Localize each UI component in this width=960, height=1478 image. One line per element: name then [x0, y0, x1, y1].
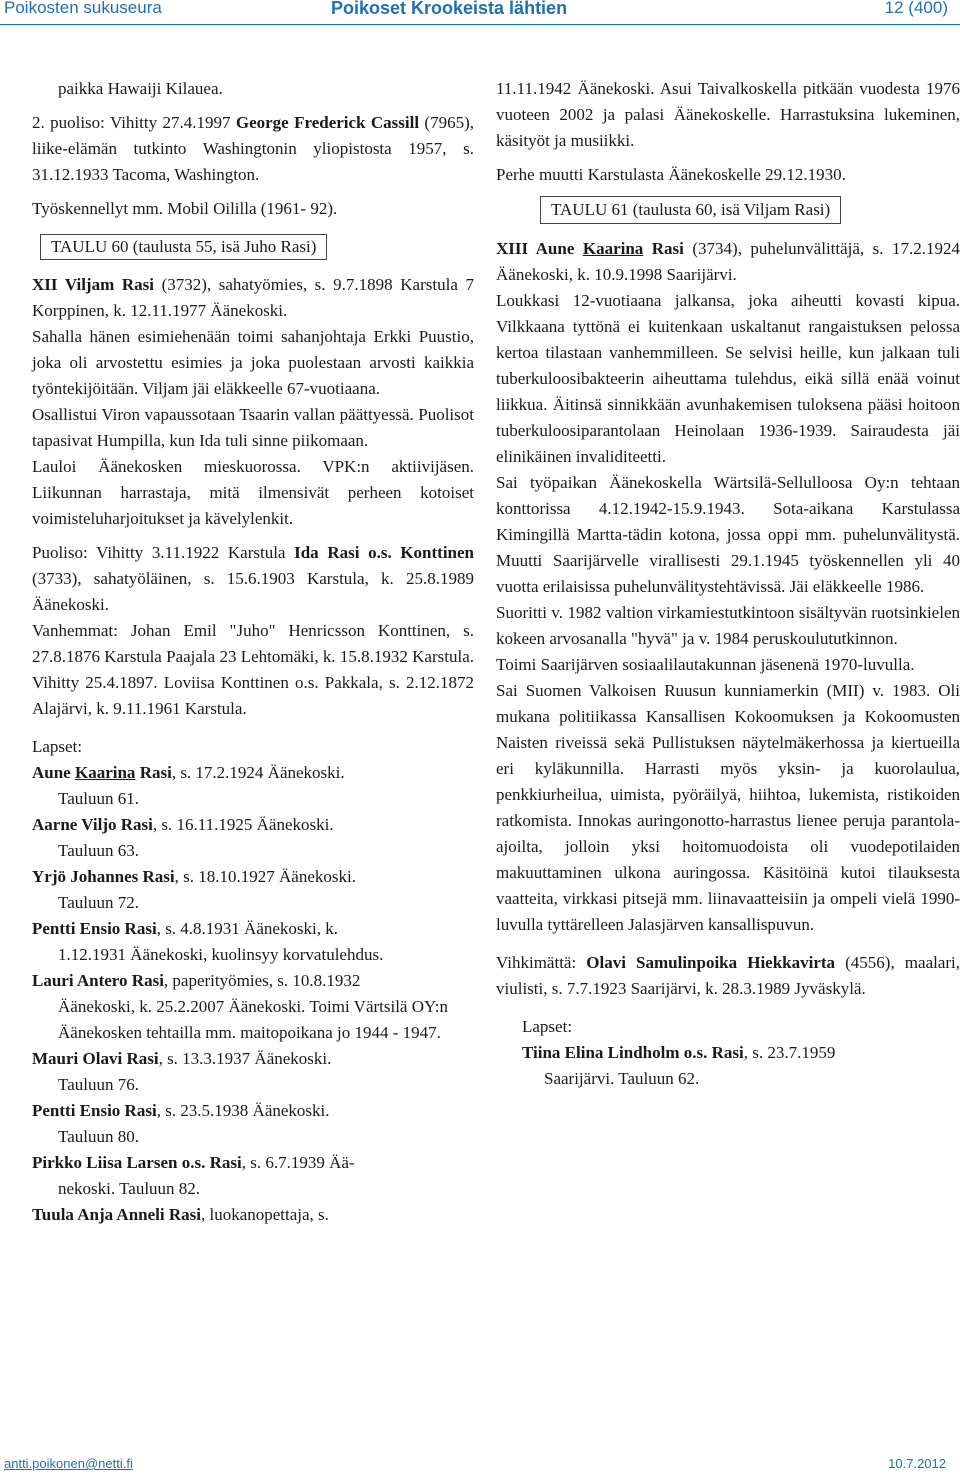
table-reference: Tauluun 76. [58, 1075, 139, 1094]
child-detail: Äänekoski, k. 25.2.2007 Äänekoski. Toimi Värtsilä OY:n Äänekosken tehtailla mm. maitopoikana jo 1944 - 1947. [58, 997, 448, 1042]
table-heading-60 [32, 234, 474, 260]
work-paragraph: Työskennellyt mm. Mobil Oililla (1961- 92). [32, 199, 338, 218]
child-entry: Aarne Viljo Rasi, s. 16.11.1925 Äänekoski. [32, 815, 334, 834]
child-entry: Mauri Olavi Rasi, s. 13.3.1937 Äänekoski. [32, 1049, 332, 1068]
table-heading-61 [496, 196, 960, 224]
child-detail: 1.12.1931 Äänekoski, kuolinsyy korvatulehdus. [58, 945, 384, 964]
right-column [496, 76, 960, 1092]
child-entry: Aune Kaarina Rasi, s. 17.2.1924 Äänekoski. [32, 763, 345, 782]
footer-email-link[interactable]: antti.poikonen@netti.fi [4, 1456, 133, 1471]
child-entry: Tuula Anja Anneli Rasi, luokanopettaja, s. [32, 1205, 329, 1224]
child-entry: Lauri Antero Rasi, paperityömies, s. 10.8.1932 [32, 971, 361, 990]
second-spouse-paragraph: 2. puoliso: Vihitty 27.4.1997 George Frederick Cassill (7965), liike-elämän tutkinto Washingtonin yliopistosta 1957, s. 31.12.1933 Tacoma, Washington. [32, 113, 474, 184]
header-society: Poikosten sukuseura [4, 0, 162, 17]
paragraph: 11.11.1942 Äänekoski. Asui Taivalkoskella pitkään vuodesta 1976 vuoteen 2002 ja palasi Äänekoskelle. Harrastuksina lukeminen, käsityöt ja musiikki. [496, 79, 960, 150]
person-name: George Frederick Cassill [235, 113, 420, 132]
child-entry: Pentti Ensio Rasi, s. 23.5.1938 Äänekoski. [32, 1101, 330, 1120]
paragraph: Toimi Saarijärven sosiaalilautakunnan jäsenenä 1970-luvulla. [496, 655, 915, 674]
paragraph: Lauloi Äänekosken mieskuorossa. VPK:n aktiivijäsen. Liikunnan harrastaja, mitä ilmensivät perheen kotoiset voimisteluharjoitukset ja kävelylenkit. [32, 457, 474, 528]
left-column [32, 76, 474, 1228]
footer-date: 10.7.2012 [888, 1456, 946, 1471]
table-reference: Tauluun 63. [58, 841, 139, 860]
paragraph: Suoritti v. 1982 valtion virkamiestutkintoon sisältyvän ruotsinkielen kokeen arvosanalla "hyvä" ja v. 1984 peruskoulututkinnon. [496, 603, 960, 648]
text-line: paikka Hawaiji Kilauea. [58, 79, 223, 98]
header-divider [0, 24, 960, 25]
paragraph: Perhe muutti Karstulasta Äänekoskelle 29.12.1930. [496, 165, 846, 184]
parents-paragraph: Vanhemmat: Johan Emil "Juho" Henricsson Konttinen, s. 27.8.1876 Karstula Paajala 23 Lehtomäki, k. 15.8.1932 Karstula. Vihitty 25.4.1897. Loviisa Konttinen o.s. Pakkala, s. 2.12.1872 Alajärvi, k. 9.11.1961 Karstula. [32, 621, 474, 718]
paragraph: Sai Suomen Valkoisen Ruusun kunniamerkin (MII) v. 1983. Oli mukana politiikassa Kansallisen Kokoomuksen ja Kokoomusten Naisten riveissä sekä Pullistuksen näytelmäkerhossa ja kiertueilla eri kyläkunnilla. Harrasti myös yksin- ja kuorolaulua, penkkiurheilua, uimista, pyöräilyä, hiihtoa, lukemista, ristikoiden ratkomista. Innokas auringonotto-harrastus lienee peruja parantola-ajoilta, jolloin yksi hoitomuodoista oli vuodepotilaiden makuuttaminen ulkona auringossa. Käsitöinä kutoi tilauksesta vaatteita, virkkasi pitsejä mm. liinavaatteisiin ja ompeli vielä 1990-luvulla tyttärelleen Jalasjärven kansallispuvun. [496, 681, 960, 934]
header-page-number: 12 (400) [884, 0, 948, 17]
table-heading-box: TAULU 60 (taulusta 55, isä Juho Rasi) [40, 234, 327, 260]
unmarried-partner-paragraph: Vihkimättä: Olavi Samulinpoika Hiekkavirta (4556), maalari, viulisti, s. 7.7.1923 Saarijärvi, k. 28.3.1989 Jyväskylä. [496, 953, 960, 998]
spouse-paragraph: Puoliso: Vihitty 3.11.1922 Karstula Ida Rasi o.s. Konttinen (3733), sahatyöläinen, s. 15.6.1903 Karstula, k. 25.8.1989 Äänekoski. [32, 543, 475, 614]
child-entry: Yrjö Johannes Rasi, s. 18.10.1927 Äänekoski. [32, 867, 356, 886]
table-reference: Tauluun 72. [58, 893, 139, 912]
paragraph: Sahalla hänen esimiehenään toimi sahanjohtaja Erkki Puustio, joka oli arvostettu esimies ja joka puolestaan arvosti kaikkia työntekijöitään. Viljam jäi eläkkeelle 67-vuotiaana. [32, 327, 474, 398]
page-header [0, 0, 960, 24]
children-heading: Lapset: [32, 737, 83, 756]
child-entry: Pirkko Liisa Larsen o.s. Rasi, s. 6.7.1939 Ää- [32, 1153, 355, 1172]
person-entry-viljam: XII Viljam Rasi (3732), sahatyömies, s. 9.7.1898 Karstula 7 Korppinen, k. 12.11.1977 Äänekoski. [32, 275, 474, 320]
table-heading-box: TAULU 61 (taulusta 60, isä Viljam Rasi) [540, 196, 841, 224]
children-heading: Lapset: [522, 1017, 573, 1036]
person-entry-aune: XIII Aune Kaarina Rasi (3734), puhelunvälittäjä, s. 17.2.1924 Äänekoski, k. 10.9.1998 Saarijärvi. [496, 239, 960, 284]
table-reference: nekoski. Tauluun 82. [58, 1179, 201, 1198]
paragraph: Loukkasi 12-vuotiaana jalkansa, joka aiheutti kovasti kipua. Vilkkaana tyttönä ei kuitenkaan uskaltanut rangaistuksen pelossa kertoa tilastaan vanhemmilleen. Se selvisi heille, kun jalkaan tuli tuberkuloosibakteerin aiheuttama tulehdus, eikä sillä enää voinut liikkua. Äitinsä sinnikkään avunhakemisen tuloksena pääsi hoitoon tuberkuloosiparantolaan Heinolaan 1936-1939. Sairaudesta jäi elinikäinen invaliditeetti. [496, 291, 960, 466]
child-entry: Tiina Elina Lindholm o.s. Rasi, s. 23.7.1959 [522, 1043, 836, 1062]
paragraph: Sai työpaikan Äänekoskella Wärtsilä-Sellulloosa Oy:n tehtaan konttorissa 4.12.1942-15.9.1943. Sota-aikana Karstulassa Kimingillä Martta-tädin kotona, jossa oppi mm. puhelunvälitystä. Muutti Saarijärvelle virallisesti 29.1.1945 työskennellen yli 40 vuotta erilaisissa puhelunvälitystehtävissä. Jäi eläkkeelle 1986. [496, 473, 960, 596]
page-footer [0, 1452, 960, 1478]
header-title: Poikoset Krookeista lähtien [331, 0, 568, 18]
table-reference: Saarijärvi. Tauluun 62. [544, 1069, 700, 1088]
paragraph: Osallistui Viron vapaussotaan Tsaarin vallan päättyessä. Puolisot tapasivat Humpilla, kun Ida tuli sinne piikomaan. [32, 405, 474, 450]
child-entry: Pentti Ensio Rasi, s. 4.8.1931 Äänekoski, k. [32, 919, 339, 938]
table-reference: Tauluun 80. [58, 1127, 139, 1146]
table-reference: Tauluun 61. [58, 789, 139, 808]
